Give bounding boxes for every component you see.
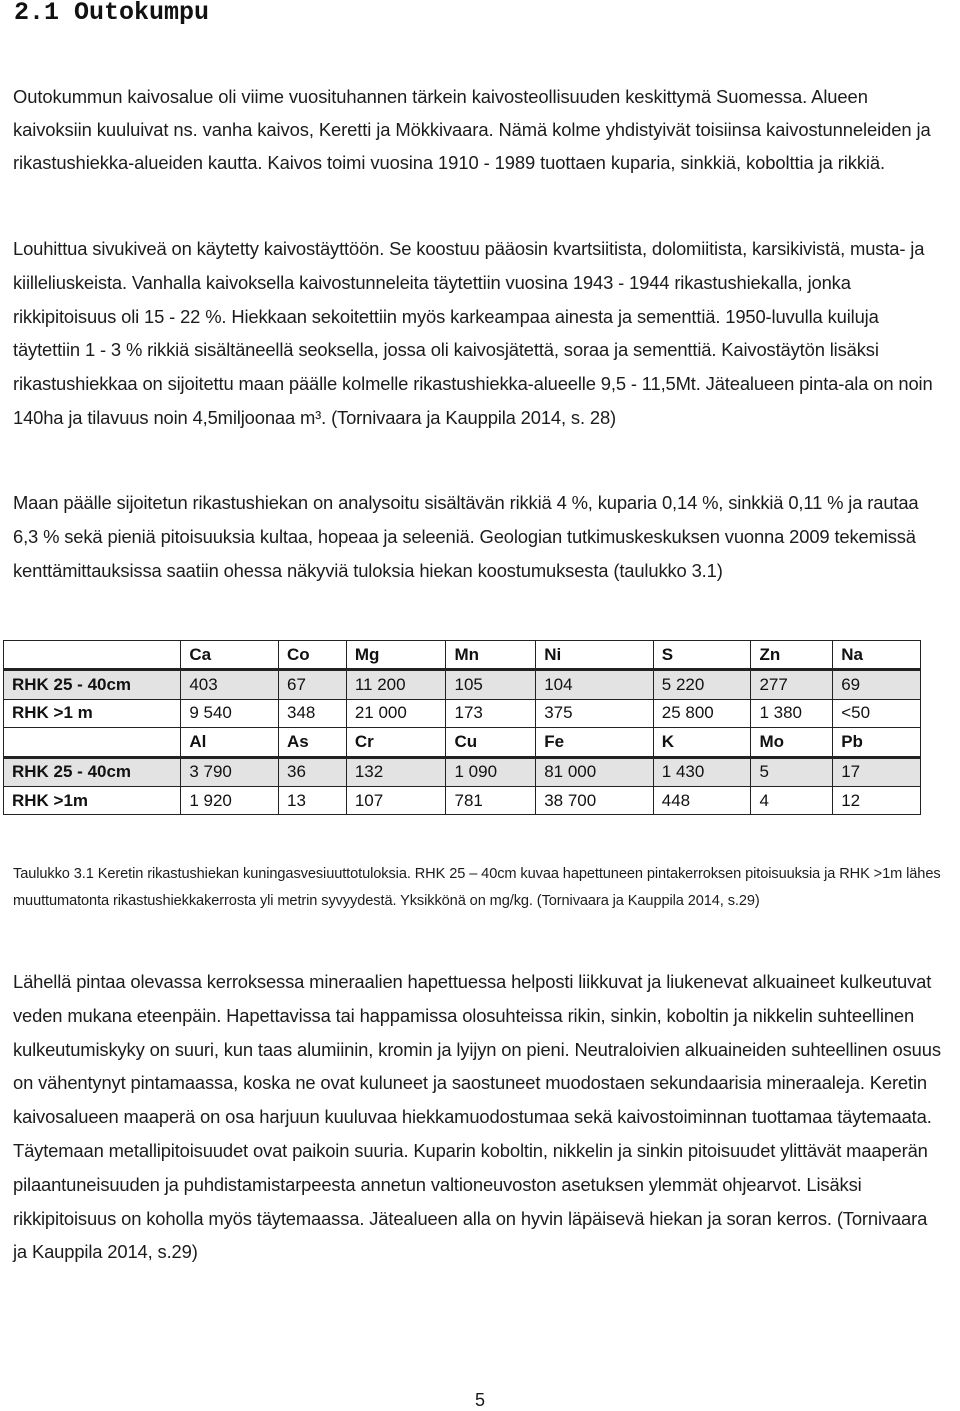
table-cell: 13 <box>279 786 347 814</box>
table-header-cell: Zn <box>751 641 833 670</box>
table-cell: 1 090 <box>446 757 536 786</box>
table-header-cell: Ca <box>181 641 279 670</box>
table-header-cell: K <box>653 728 751 757</box>
analysis-paragraph: Maan päälle sijoitetun rikastushiekan on analysoitu sisältävän rikkiä 4 %, kuparia 0,14 %, sinkkiä 0,11 % ja rautaa 6,3 % sekä pieniä pitoisuuksia kultaa, hopeaa ja seleeniä. Geologian tutkimuskeskuksen vuonna 2009 tekemissä kenttämittauksissa saatiin ohessa näkyviä tuloksia hiekan koostumuksesta (taulukko 3.1) <box>13 492 919 581</box>
table-header-cell <box>4 641 181 670</box>
table-cell: 25 800 <box>653 699 751 727</box>
table-cell: 5 <box>751 757 833 786</box>
table-cell: 3 790 <box>181 757 279 786</box>
table-cell: 12 <box>833 786 921 814</box>
table-cell: <50 <box>833 699 921 727</box>
table-cell: 1 920 <box>181 786 279 814</box>
section-heading: 2.1 Outokumpu <box>14 0 210 27</box>
table-caption: Taulukko 3.1 Keretin rikastushiekan kuningasvesiuuttotuloksia. RHK 25 – 40cm kuvaa hapettuneen pintakerroksen pitoisuuksia ja RHK >1m lähes muuttumatonta rikastushiekkakerrosta yli metrin syvyydestä. Yksikkönä on mg/kg. (Tornivaara ja Kauppila 2014, s.29) <box>13 866 941 909</box>
table-header-cell <box>4 728 181 757</box>
table-cell: 348 <box>279 699 347 727</box>
table-cell: 132 <box>346 757 446 786</box>
table-header-cell: Co <box>279 641 347 670</box>
table-header-cell: Cu <box>446 728 536 757</box>
table-row <box>4 757 921 786</box>
table-cell: 448 <box>653 786 751 814</box>
row-label: RHK 25 - 40cm <box>4 670 181 699</box>
table-cell: 17 <box>833 757 921 786</box>
fill-paragraph: Louhittua sivukiveä on käytetty kaivostäyttöön. Se koostuu pääosin kvartsiitista, dolomiitista, karsikivistä, musta- ja kiilleliuskeista. Vanhalla kaivoksella kaivostunneleita täytettiin vuosina 1943 - 1944 rikastushiekalla, jonka rikkipitoisuus oli 15 - 22 %. Hiekkaan sekoitettiin myös karkeampaa ainesta ja sementtiä. 1950-luvulla kuiluja täytettiin 1 - 3 % rikkiä sisältäneellä seoksella, jossa oli kaivosjätettä, soraa ja sementtiä. Kaivostäytön lisäksi rikastushiekkaa on sijoitettu maan päälle kolmelle rikastushiekka-alueelle 9,5 - 11,5Mt. Jätealueen pinta-ala on noin 140ha ja tilavuus noin 4,5miljoonaa m³. (Tornivaara ja Kauppila 2014, s. 28) <box>13 238 933 428</box>
table-header-cell: S <box>653 641 751 670</box>
row-label: RHK >1m <box>4 786 181 814</box>
table-header-cell: Mg <box>346 641 446 670</box>
table-header-cell: Mo <box>751 728 833 757</box>
table-cell: 104 <box>536 670 654 699</box>
table-cell: 11 200 <box>346 670 446 699</box>
table-row <box>4 786 921 814</box>
table-cell: 21 000 <box>346 699 446 727</box>
table-cell: 9 540 <box>181 699 279 727</box>
table-header-cell: Fe <box>536 728 654 757</box>
table-cell: 36 <box>279 757 347 786</box>
table-header-cell: As <box>279 728 347 757</box>
table-header-cell: Na <box>833 641 921 670</box>
table-cell: 403 <box>181 670 279 699</box>
element-table <box>3 640 921 815</box>
table-cell: 173 <box>446 699 536 727</box>
table-cell: 1 430 <box>653 757 751 786</box>
table-cell: 38 700 <box>536 786 654 814</box>
intro-paragraph: Outokummun kaivosalue oli viime vuosituhannen tärkein kaivosteollisuuden keskittymä Suomessa. Alueen kaivoksiin kuuluivat ns. vanha kaivos, Keretti ja Mökkivaara. Nämä kolme yhdistyivät toisiinsa kaivostunneleiden ja rikastushiekka-alueiden kautta. Kaivos toimi vuosina 1910 - 1989 tuottaen kuparia, sinkkiä, kobolttia ja rikkiä. <box>13 86 931 173</box>
table-header-row <box>4 641 921 670</box>
table-cell: 69 <box>833 670 921 699</box>
table-cell: 277 <box>751 670 833 699</box>
table-cell: 105 <box>446 670 536 699</box>
row-label: RHK >1 m <box>4 699 181 727</box>
table-header-cell: Pb <box>833 728 921 757</box>
table-row <box>4 670 921 699</box>
table-cell: 1 380 <box>751 699 833 727</box>
table-header-cell: Al <box>181 728 279 757</box>
table-row <box>4 699 921 727</box>
row-label: RHK 25 - 40cm <box>4 757 181 786</box>
table-cell: 4 <box>751 786 833 814</box>
table-cell: 67 <box>279 670 347 699</box>
table-header-row <box>4 728 921 757</box>
surface-paragraph: Lähellä pintaa olevassa kerroksessa mineraalien hapettuessa helposti liikkuvat ja liukenevat alkuaineet kulkeutuvat veden mukana eteenpäin. Hapettavissa tai happamissa olosuhteissa rikin, sinkin, koboltin ja nikkelin suhteellinen kulkeutumiskyky on suuri, kun taas alumiinin, kromin ja lyijyn on pieni. Neutraloivien alkuaineiden suhteellinen osuus on vähentynyt pintamaassa, koska ne ovat kuluneet ja saostuneet muodostaen sekundaarisia mineraaleja. Keretin kaivosalueen maaperä on osa harjuun kuuluvaa hiekkamuodostumaa sekä kaivostoiminnan tuottamaa täytemaata. Täytemaan metallipitoisuudet ovat paikoin suuria. Kuparin koboltin, nikkelin ja sinkin pitoisuudet ylittävät maaperän pilaantuneisuuden ja puhdistamistarpeesta annetun valtioneuvoston asetuksen ylemmät ohjearvot. Lisäksi rikkipitoisuus on koholla myös täytemaassa. Jätealueen alla on hyvin läpäisevä hiekan ja soran kerros. (Tornivaara ja Kauppila 2014, s.29) <box>13 971 941 1263</box>
table-header-cell: Ni <box>536 641 654 670</box>
table-header-cell: Cr <box>346 728 446 757</box>
page-number: 5 <box>474 1390 485 1410</box>
table-cell: 375 <box>536 699 654 727</box>
table-cell: 107 <box>346 786 446 814</box>
table-cell: 5 220 <box>653 670 751 699</box>
table-header-cell: Mn <box>446 641 536 670</box>
table-cell: 81 000 <box>536 757 654 786</box>
table-cell: 781 <box>446 786 536 814</box>
